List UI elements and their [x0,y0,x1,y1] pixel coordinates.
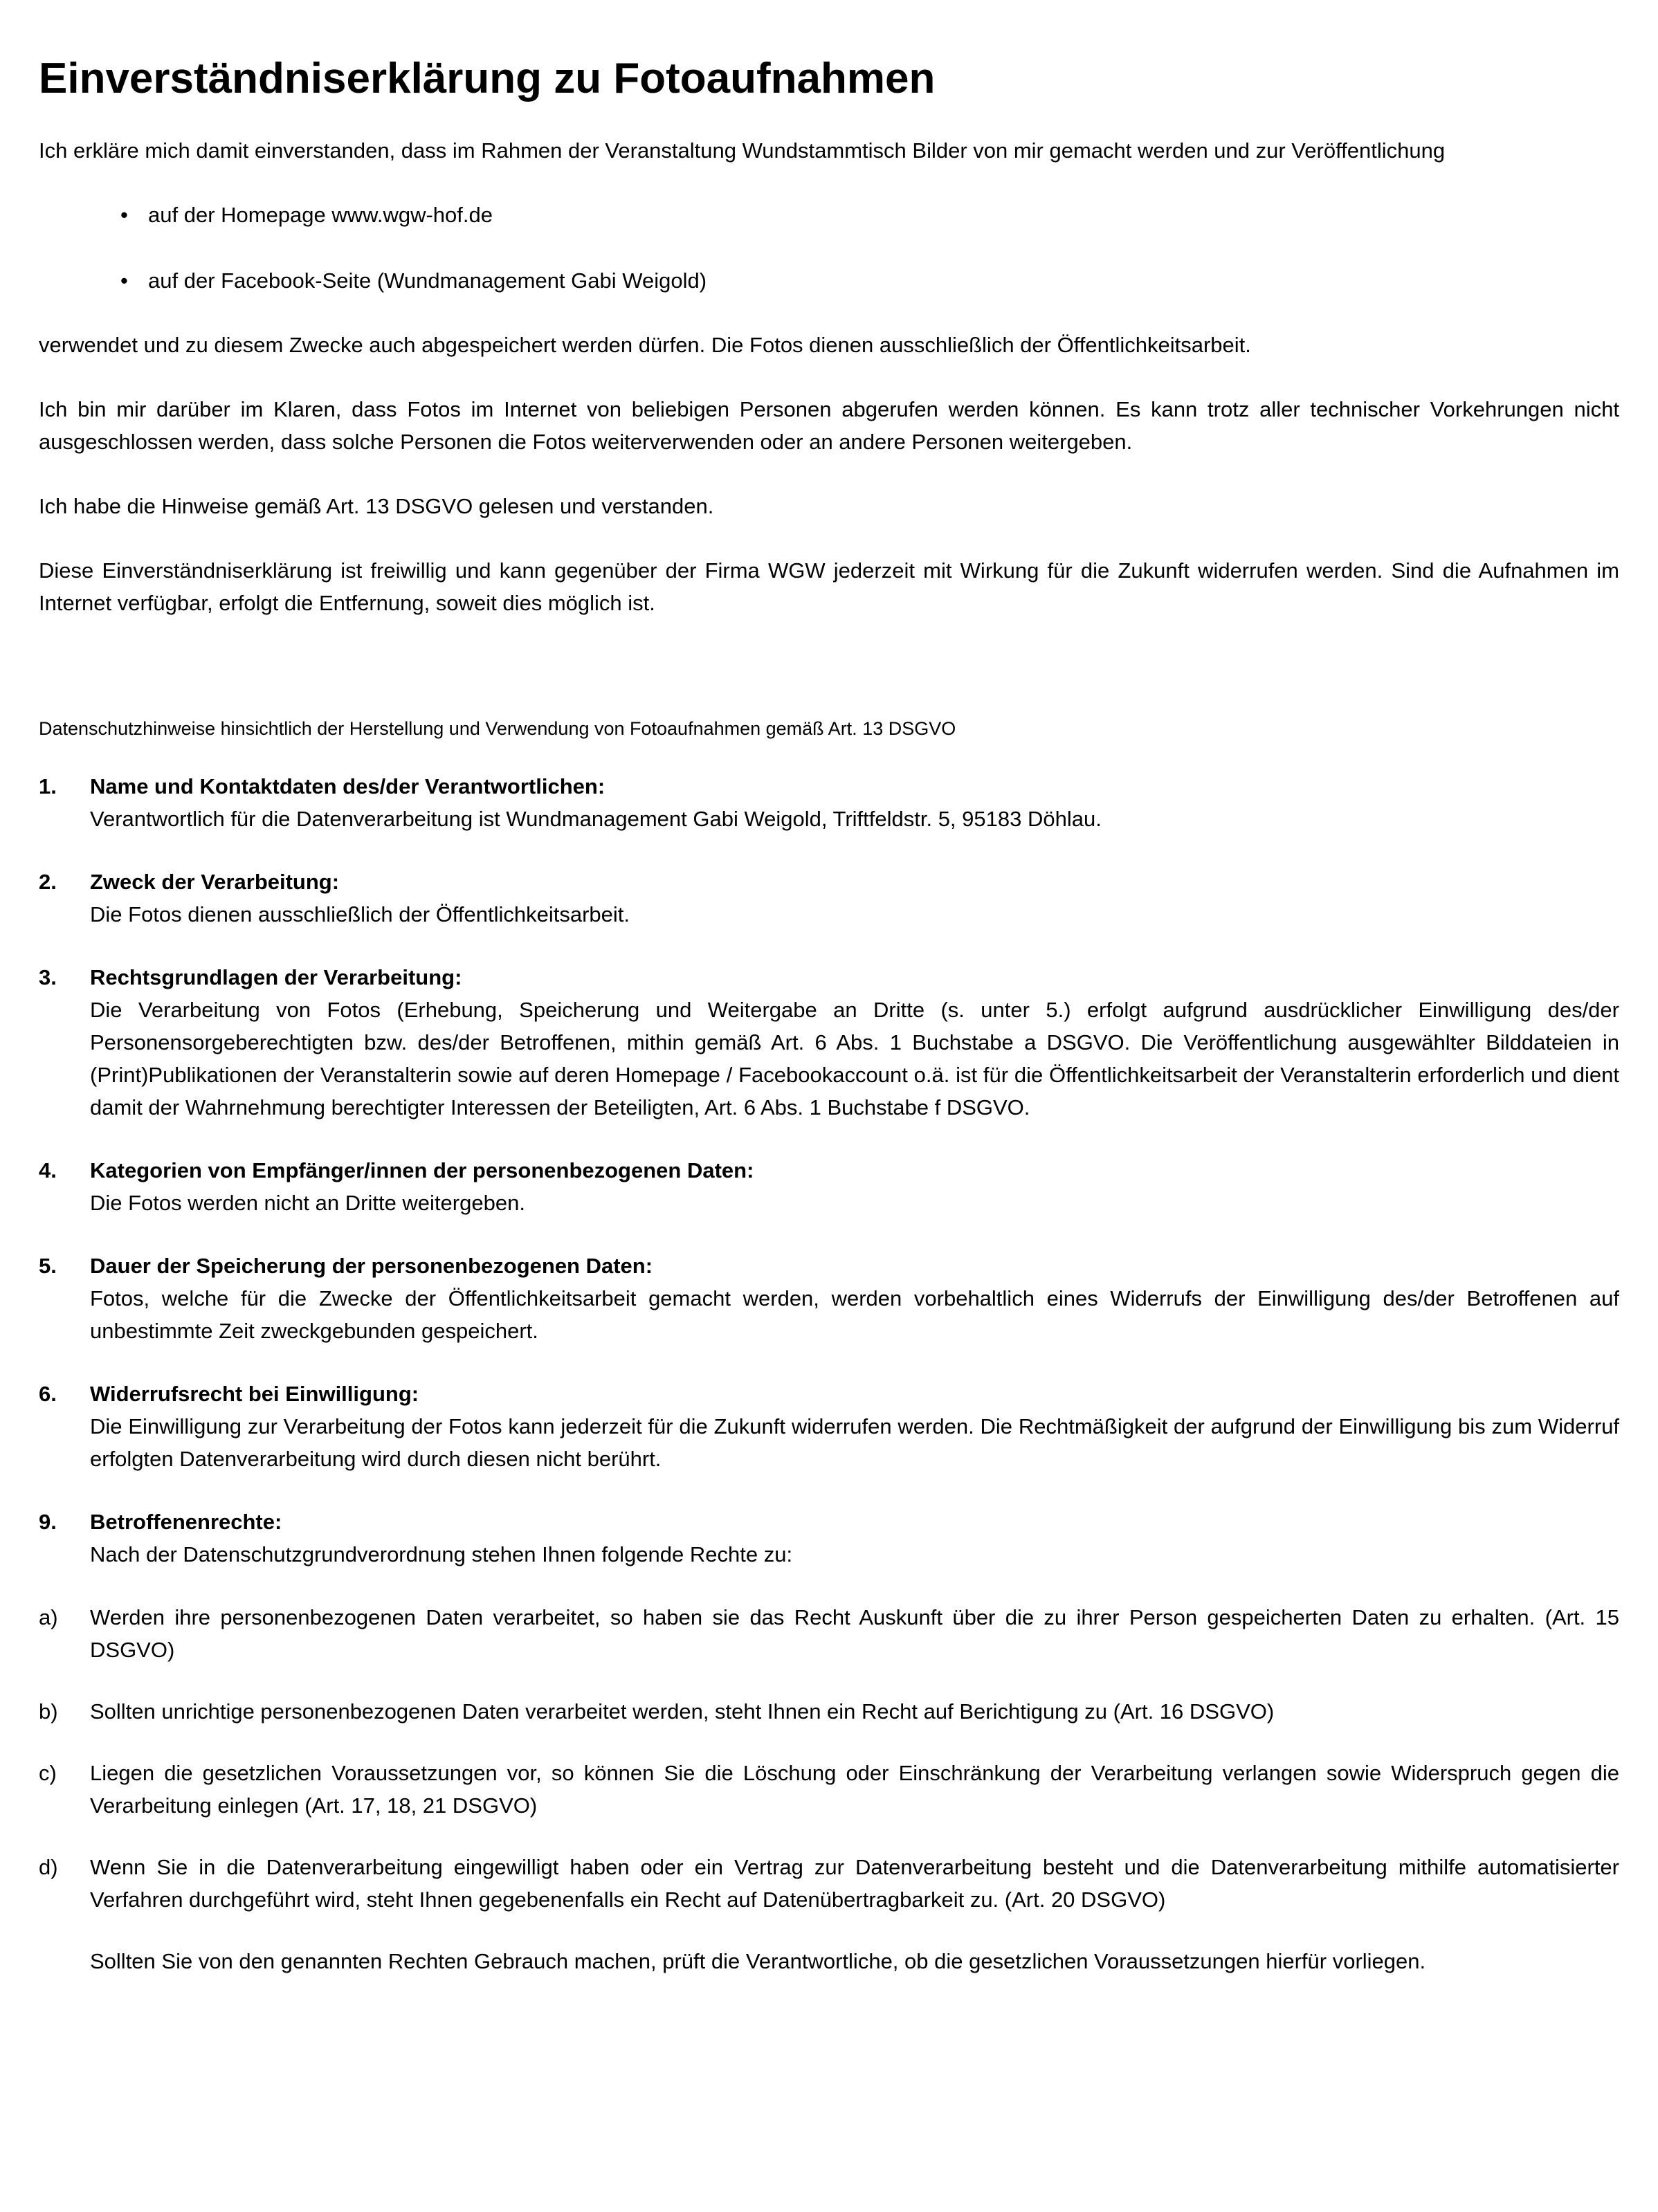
publication-bullet-list [39,199,1619,297]
right-item-c [39,1757,1619,1822]
item-heading: Widerrufsrecht bei Einwilligung: [90,1382,419,1406]
item-content [90,1378,1619,1475]
item-number: 5. [39,1254,57,1278]
bullet-item-label: auf der Facebook-Seite (Wundmanagement Gabi Weigold) [148,268,707,293]
item-number: 6. [39,1382,57,1406]
item-number: 1. [39,774,57,798]
item-heading: Kategorien von Empfänger/innen der personenbezogenen Daten: [90,1158,754,1182]
item-heading: Zweck der Verarbeitung: [90,870,340,894]
item-body: Die Fotos dienen ausschließlich der Öffentlichkeitsarbeit. [90,902,630,926]
closing-paragraph: Sollten Sie von den genannten Rechten Gebrauch machen, prüft die Verantwortliche, ob die gesetzlichen Voraussetzungen hierfür vorliegen. [90,1949,1426,1973]
list-item [120,199,1619,231]
right-item-d [39,1851,1619,1916]
item-letter: d) [39,1855,58,1879]
usage-paragraph: verwendet und zu diesem Zwecke auch abgespeichert werden dürfen. Die Fotos dienen ausschließlich der Öffentlichkeitsarbeit. [39,333,1251,357]
item-heading: Betroffenenrechte: [90,1510,282,1534]
item-body: Sollten unrichtige personenbezogenen Daten verarbeitet werden, steht Ihnen ein Recht auf Berichtigung zu (Art. 16 DSGVO) [90,1699,1275,1724]
item-body: Die Fotos werden nicht an Dritte weitergeben. [90,1191,525,1215]
item-letter: c) [39,1761,57,1785]
numbered-item-5 [39,1250,1619,1347]
bullet-item-label: auf der Homepage www.wgw-hof.de [148,203,493,227]
numbered-item-2 [39,866,1619,931]
item-body: Verantwortlich für die Datenverarbeitung ist Wundmanagement Gabi Weigold, Triftfeldstr. 5, 95183 Döhlau. [90,807,1102,831]
revocation-paragraph: Diese Einverständniserklärung ist freiwillig und kann gegenüber der Firma WGW jederzeit mit Wirkung für die Zukunft widerrufen werden. Sind die Aufnahmen im Internet verfügbar, erfolgt die Entfernung, soweit dies möglich ist. [39,558,1619,615]
page-title: Einverständniserklärung zu Fotoaufnahmen [39,55,936,102]
item-number: 2. [39,870,57,894]
item-letter: b) [39,1699,58,1724]
item-content [90,1154,1619,1219]
item-heading: Rechtsgrundlagen der Verarbeitung: [90,965,462,989]
bullet-icon: • [120,268,128,293]
item-body: Wenn Sie in die Datenverarbeitung eingewilligt haben oder ein Vertrag zur Datenverarbeitung besteht und die Datenverarbeitung mithilfe automatisierter Verfahren durchgeführt wird, steht Ihnen gegebenenfalls ein Recht auf Datenübertragbarkeit zu. (Art. 20 DSGVO) [90,1855,1619,1912]
numbered-item-4 [39,1154,1619,1219]
item-letter: a) [39,1605,58,1629]
item-number: 4. [39,1158,57,1182]
item-heading: Name und Kontaktdaten des/der Verantwortlichen: [90,774,605,798]
risk-paragraph: Ich bin mir darüber im Klaren, dass Fotos im Internet von beliebigen Personen abgerufen werden können. Es kann trotz aller technischer Vorkehrungen nicht ausgeschlossen werden, dass solche Personen die Fotos weiterverwenden oder an andere Personen weitergeben. [39,397,1619,454]
item-content [90,961,1619,1124]
item-number: 3. [39,965,57,989]
right-item-a [39,1601,1619,1666]
numbered-item-3 [39,961,1619,1124]
item-content [90,770,1619,835]
item-body: Nach der Datenschutzgrundverordnung stehen Ihnen folgende Rechte zu: [90,1542,793,1566]
numbered-item-1 [39,770,1619,835]
item-body: Liegen die gesetzlichen Voraussetzungen vor, so können Sie die Löschung oder Einschränkung der Verarbeitung verlangen sowie Widerspruch gegen die Verarbeitung einlegen (Art. 17, 18, 21 DSGVO) [90,1761,1619,1818]
acknowledgement-paragraph: Ich habe die Hinweise gemäß Art. 13 DSGVO gelesen und verstanden. [39,494,714,518]
item-body: Fotos, welche für die Zwecke der Öffentlichkeitsarbeit gemacht werden, werden vorbehaltlich eines Widerrufs der Einwilligung des/der Betroffenen auf unbestimmte Zeit zweckgebunden gespeichert. [90,1286,1619,1343]
item-heading: Dauer der Speicherung der personenbezogenen Daten: [90,1254,653,1278]
bullet-icon: • [120,203,128,227]
list-item [120,264,1619,297]
item-content [90,1506,1619,1571]
intro-paragraph: Ich erkläre mich damit einverstanden, dass im Rahmen der Veranstaltung Wundstammtisch Bilder von mir gemacht werden und zur Veröffentlichung [39,138,1446,163]
item-content [90,1250,1619,1347]
item-body: Die Verarbeitung von Fotos (Erhebung, Speicherung und Weitergabe an Dritte (s. unter 5.) erfolgt aufgrund ausdrücklicher Einwilligung des/der Personensorgeberechtigten bzw. des/der Betroffenen, mithin gemäß Art. 6 Abs. 1 Buchstabe a DSGVO. Die Veröffentlichung ausgewählter Bilddateien in (Print)Publikationen der Veranstalterin sowie auf deren Homepage / Facebookaccount o.ä. ist für die Öffentlichkeitsarbeit der Veranstalterin erforderlich und dient damit der Wahrnehmung berechtigter Interessen der Beteiligten, Art. 6 Abs. 1 Buchstabe f DSGVO. [90,998,1619,1119]
privacy-notice-heading: Datenschutzhinweise hinsichtlich der Herstellung und Verwendung von Fotoaufnahmen gemäß Art. 13 DSGVO [39,718,956,739]
item-body: Werden ihre personenbezogenen Daten verarbeitet, so haben sie das Recht Auskunft über die zu ihrer Person gespeicherten Daten zu erhalten. (Art. 15 DSGVO) [90,1605,1619,1662]
numbered-item-9 [39,1506,1619,1571]
item-number: 9. [39,1510,57,1534]
numbered-item-6 [39,1378,1619,1475]
right-item-b [39,1695,1619,1728]
item-content [90,866,1619,931]
item-body: Die Einwilligung zur Verarbeitung der Fotos kann jederzeit für die Zukunft widerrufen werden. Die Rechtmäßigkeit der aufgrund der Einwilligung bis zum Widerruf erfolgten Datenverarbeitung wird durch diesen nicht berührt. [90,1414,1619,1471]
